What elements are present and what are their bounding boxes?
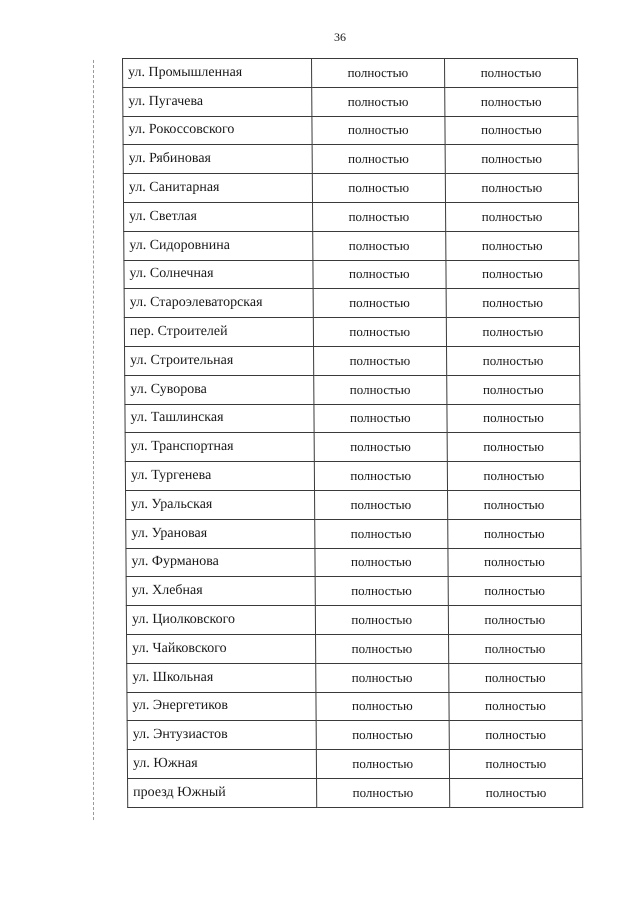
- coverage-cell-b: полностью: [448, 634, 581, 663]
- table-row: [126, 577, 581, 606]
- coverage-cell-b: полностью: [447, 490, 580, 519]
- street-name-cell: ул. Пугачева: [123, 87, 312, 116]
- coverage-cell-b: полностью: [445, 145, 578, 174]
- coverage-cell-a: полностью: [314, 462, 447, 491]
- street-name-cell: ул. Школьная: [127, 663, 316, 692]
- coverage-cell-b: полностью: [447, 433, 580, 462]
- street-name-cell: ул. Энергетиков: [127, 692, 316, 721]
- coverage-cell-a: полностью: [315, 663, 448, 692]
- street-name-cell: ул. Промышленная: [123, 59, 312, 88]
- coverage-cell-a: полностью: [312, 116, 445, 145]
- table-row: [126, 606, 581, 635]
- coverage-cell-a: полностью: [311, 59, 444, 88]
- coverage-cell-b: полностью: [449, 663, 582, 692]
- coverage-cell-a: полностью: [316, 692, 449, 721]
- table-row: [127, 692, 582, 721]
- coverage-cell-a: полностью: [312, 174, 445, 203]
- table-row: [128, 778, 583, 807]
- coverage-cell-a: полностью: [314, 490, 447, 519]
- street-name-cell: ул. Урановая: [126, 519, 315, 548]
- coverage-cell-b: полностью: [448, 519, 581, 548]
- coverage-cell-a: полностью: [312, 202, 445, 231]
- table-row: [125, 462, 580, 491]
- table-row: [125, 404, 580, 433]
- coverage-cell-b: полностью: [445, 116, 578, 145]
- street-name-cell: ул. Строительная: [125, 346, 314, 375]
- coverage-cell-a: полностью: [312, 231, 445, 260]
- table-row: [124, 289, 579, 318]
- street-name-cell: ул. Чайковского: [127, 634, 316, 663]
- coverage-cell-b: полностью: [448, 577, 581, 606]
- coverage-cell-b: полностью: [446, 318, 579, 347]
- street-name-cell: ул. Светлая: [124, 202, 313, 231]
- coverage-cell-b: полностью: [447, 404, 580, 433]
- street-name-cell: ул. Южная: [127, 750, 316, 779]
- coverage-cell-a: полностью: [313, 289, 446, 318]
- table-row: [123, 59, 578, 88]
- table-row: [126, 519, 581, 548]
- street-name-cell: ул. Циолковского: [126, 606, 315, 635]
- coverage-cell-b: полностью: [447, 375, 580, 404]
- street-name-cell: ул. Солнечная: [124, 260, 313, 289]
- table-row: [123, 145, 578, 174]
- street-name-cell: проезд Южный: [128, 778, 317, 807]
- street-name-cell: ул. Транспортная: [125, 433, 314, 462]
- street-name-cell: ул. Фурманова: [126, 548, 315, 577]
- coverage-cell-a: полностью: [316, 721, 449, 750]
- coverage-cell-b: полностью: [448, 548, 581, 577]
- coverage-cell-a: полностью: [311, 87, 444, 116]
- coverage-cell-b: полностью: [446, 346, 579, 375]
- table-row: [124, 260, 579, 289]
- street-name-cell: пер. Строителей: [124, 318, 313, 347]
- street-name-cell: ул. Староэлеваторская: [124, 289, 313, 318]
- coverage-cell-a: полностью: [313, 260, 446, 289]
- coverage-cell-a: полностью: [315, 577, 448, 606]
- street-name-cell: ул. Уральская: [126, 490, 315, 519]
- coverage-cell-b: полностью: [449, 750, 582, 779]
- coverage-cell-a: полностью: [314, 519, 447, 548]
- coverage-cell-b: полностью: [446, 260, 579, 289]
- table-row: [123, 87, 578, 116]
- coverage-cell-b: полностью: [446, 289, 579, 318]
- street-name-cell: ул. Тургенева: [125, 462, 314, 491]
- coverage-cell-b: полностью: [447, 462, 580, 491]
- street-name-cell: ул. Ташлинская: [125, 404, 314, 433]
- coverage-cell-b: полностью: [445, 87, 578, 116]
- page-number: 36: [334, 30, 346, 44]
- coverage-cell-b: полностью: [448, 606, 581, 635]
- coverage-cell-b: полностью: [449, 778, 582, 807]
- table-row: [125, 375, 580, 404]
- coverage-cell-b: полностью: [444, 59, 577, 88]
- coverage-cell-a: полностью: [316, 778, 449, 807]
- table-row: [125, 433, 580, 462]
- street-name-cell: ул. Энтузиастов: [127, 721, 316, 750]
- table-row: [123, 174, 578, 203]
- coverage-cell-b: полностью: [445, 174, 578, 203]
- street-name-cell: ул. Санитарная: [123, 174, 312, 203]
- table-row: [124, 231, 579, 260]
- coverage-cell-a: полностью: [314, 404, 447, 433]
- table-row: [123, 116, 578, 145]
- coverage-cell-a: полностью: [312, 145, 445, 174]
- coverage-cell-a: полностью: [315, 634, 448, 663]
- coverage-cell-a: полностью: [315, 548, 448, 577]
- table-row: [127, 634, 582, 663]
- coverage-cell-a: полностью: [314, 433, 447, 462]
- coverage-cell-a: полностью: [316, 750, 449, 779]
- coverage-cell-a: полностью: [313, 318, 446, 347]
- street-name-cell: ул. Рябиновая: [123, 145, 312, 174]
- coverage-cell-b: полностью: [445, 202, 578, 231]
- street-name-cell: ул. Хлебная: [126, 577, 315, 606]
- table-row: [127, 750, 582, 779]
- margin-line: [93, 60, 94, 820]
- table-row: [124, 318, 579, 347]
- street-name-cell: ул. Суворова: [125, 375, 314, 404]
- table-row: [127, 721, 582, 750]
- street-name-cell: ул. Сидоровнина: [124, 231, 313, 260]
- table-row: [125, 346, 580, 375]
- table-row: [127, 663, 582, 692]
- coverage-cell-a: полностью: [313, 375, 446, 404]
- coverage-cell-a: полностью: [313, 346, 446, 375]
- streets-table-body: [123, 59, 583, 808]
- streets-table: [122, 58, 583, 808]
- table-row: [126, 548, 581, 577]
- coverage-cell-b: полностью: [449, 721, 582, 750]
- table-row: [126, 490, 581, 519]
- coverage-cell-b: полностью: [446, 231, 579, 260]
- coverage-cell-b: полностью: [449, 692, 582, 721]
- table-row: [124, 202, 579, 231]
- street-name-cell: ул. Рокоссовского: [123, 116, 312, 145]
- coverage-cell-a: полностью: [315, 606, 448, 635]
